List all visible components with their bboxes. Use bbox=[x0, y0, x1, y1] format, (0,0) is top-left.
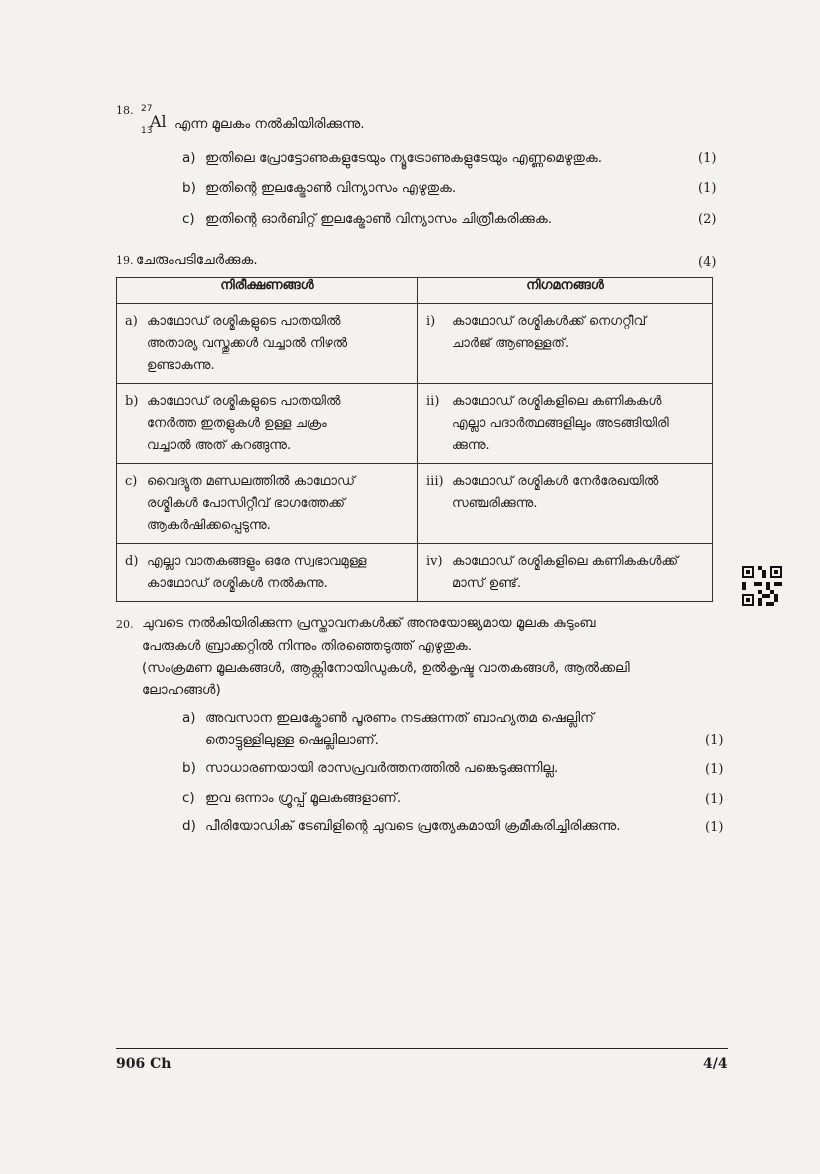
row-label: b) bbox=[125, 394, 139, 409]
q20-part-a-line1: അവസാന ഇലക്ട്രോൺ പൂരണം നടക്കുന്നത് ബാഹ്യതമ ഷെല്ലിന് bbox=[205, 710, 594, 726]
question-19-mark: (4) bbox=[698, 255, 717, 270]
atomic-number: 13 bbox=[141, 126, 153, 136]
q18-part-c-text: ഇതിന്റെ ഓർബിറ്റ് ഇലക്ട്രോൺ വിന്യാസം ചിത്രീകരിക്കുക. bbox=[205, 211, 553, 227]
question-20-options-line2: ലോഹങ്ങൾ) bbox=[142, 682, 221, 698]
element-symbol: Al bbox=[150, 112, 167, 131]
q20-part-c-text: ഇവ ഒന്നാം ഗ്രൂപ്പ് മൂലകങ്ങളാണ്. bbox=[205, 790, 402, 806]
q18-part-b-label: b) bbox=[182, 180, 196, 196]
row-label: d) bbox=[125, 554, 139, 569]
row-label: ii) bbox=[426, 394, 440, 409]
q20-part-a-line2: തൊട്ടുള്ളിലുള്ള ഷെല്ലിലാണ്. bbox=[205, 732, 379, 748]
conclusion-text: കാഥോഡ് രശ്മികൾക്ക് നെഗറ്റീവ് ചാർജ് ആണുള്ളത്. bbox=[452, 314, 647, 351]
qr-code-icon bbox=[742, 566, 782, 606]
q18-part-c-mark: (2) bbox=[698, 212, 717, 227]
conclusion-text: കാഥോഡ് രശ്മികളിലെ കണികകൾക്ക് മാസ് ഉണ്ട്. bbox=[452, 554, 679, 591]
q20-part-b-text: സാധാരണയായി രാസപ്രവർത്തനത്തിൽ പങ്കെടുക്കുന്നില്ല. bbox=[205, 760, 559, 776]
observation-cell bbox=[117, 544, 418, 602]
observation-text: വൈദ്യുത മണ്ഡലത്തിൽ കാഥോഡ് രശ്മികൾ പോസിറ്റീവ് ഭാഗത്തേക്ക് ആകർഷിക്കപ്പെടുന്നു. bbox=[147, 474, 355, 533]
q20-part-a-label: a) bbox=[182, 710, 196, 726]
row-label: i) bbox=[426, 314, 436, 329]
q18-part-a-mark: (1) bbox=[698, 151, 717, 166]
question-19-prompt: ചേരുംപടിചേർക്കുക. bbox=[136, 252, 258, 268]
page-number: 4/4 bbox=[703, 1056, 728, 1072]
question-20-options-line1: (സംക്രമണ മൂലകങ്ങൾ, ആക്റ്റിനോയിഡുകൾ, ഉൽകൃഷ്ട വാതകങ്ങൾ, ആൽക്കലി bbox=[142, 660, 630, 676]
q20-part-c-mark: (1) bbox=[705, 792, 724, 807]
q20-part-c-label: c) bbox=[182, 790, 195, 806]
q18-part-b-text: ഇതിന്റെ ഇലക്ട്രോൺ വിന്യാസം എഴുതുക. bbox=[205, 180, 457, 196]
observation-text: കാഥോഡ് രശ്മികളുടെ പാതയിൽ അതാര്യ വസ്തുക്കൾ വച്ചാൽ നിഴൽ ഉണ്ടാകുന്നു. bbox=[147, 314, 348, 373]
question-20-prompt-line2: പേരുകൾ ബ്രാക്കറ്റിൽ നിന്നും തിരഞ്ഞെടുത്ത് എഴുതുക. bbox=[142, 638, 473, 654]
table-row bbox=[117, 544, 713, 602]
footer-rule bbox=[116, 1048, 728, 1049]
observation-cell bbox=[117, 384, 418, 464]
table-row bbox=[117, 384, 713, 464]
q18-part-a-label: a) bbox=[182, 150, 196, 166]
observation-cell bbox=[117, 464, 418, 544]
conclusion-text: കാഥോഡ് രശ്മികളിലെ കണികകൾ എല്ലാ പദാർത്ഥങ്ങളിലും അടങ്ങിയിരി ക്കുന്നു. bbox=[452, 394, 669, 453]
row-label: iii) bbox=[426, 474, 444, 489]
conclusion-cell bbox=[418, 304, 713, 384]
row-label: a) bbox=[125, 314, 138, 329]
q20-part-d-text: പീരിയോഡിക് ടേബിളിന്റെ ചുവടെ പ്രത്യേകമായി ക്രമീകരിച്ചിരിക്കുന്നു. bbox=[205, 818, 621, 834]
question-18-prompt: എന്ന മൂലകം നൽകിയിരിക്കുന്നു. bbox=[174, 116, 365, 132]
q20-part-d-mark: (1) bbox=[705, 820, 724, 835]
conclusions-header: നിഗമനങ്ങൾ bbox=[418, 278, 713, 304]
match-table bbox=[116, 277, 713, 602]
q20-part-a-mark: (1) bbox=[705, 733, 724, 748]
mass-number: 27 bbox=[141, 104, 153, 114]
question-20-prompt-line1: ചുവടെ നൽകിയിരിക്കുന്ന പ്രസ്താവനകൾക്ക് അനുയോജ്യമായ മൂലക കുടുംബ bbox=[142, 615, 596, 631]
question-20-number: 20. bbox=[116, 618, 134, 631]
conclusion-text: കാഥോഡ് രശ്മികൾ നേർരേഖയിൽ സഞ്ചരിക്കുന്നു. bbox=[452, 474, 659, 511]
table-row bbox=[117, 464, 713, 544]
table-row bbox=[117, 304, 713, 384]
observation-cell bbox=[117, 304, 418, 384]
conclusion-cell bbox=[418, 384, 713, 464]
q18-part-a-text: ഇതിലെ പ്രോട്ടോണുകളുടേയും ന്യൂട്രോണുകളുടേയും എണ്ണമെഴുതുക. bbox=[205, 150, 603, 166]
row-label: iv) bbox=[426, 554, 443, 569]
match-table-header-row bbox=[117, 278, 713, 304]
conclusion-cell bbox=[418, 544, 713, 602]
q20-part-b-label: b) bbox=[182, 760, 196, 776]
q20-part-b-mark: (1) bbox=[705, 762, 724, 777]
row-label: c) bbox=[125, 474, 138, 489]
paper-code: 906 Ch bbox=[116, 1056, 172, 1072]
observations-header: നിരീക്ഷണങ്ങൾ bbox=[117, 278, 418, 304]
question-19-number: 19. bbox=[116, 254, 134, 267]
observation-text: കാഥോഡ് രശ്മികളുടെ പാതയിൽ നേർത്ത ഇതളുകൾ ഉള്ള ചക്രം വച്ചാൽ അത് കറങ്ങുന്നു. bbox=[147, 394, 341, 453]
question-18-number: 18. bbox=[116, 104, 134, 117]
observation-text: എല്ലാ വാതകങ്ങളും ഒരേ സ്വഭാവമുള്ള കാഥോഡ് രശ്മികൾ നൽകുന്നു. bbox=[147, 554, 367, 591]
q20-part-d-label: d) bbox=[182, 818, 196, 834]
q18-part-c-label: c) bbox=[182, 211, 195, 227]
conclusion-cell bbox=[418, 464, 713, 544]
q18-part-b-mark: (1) bbox=[698, 181, 717, 196]
